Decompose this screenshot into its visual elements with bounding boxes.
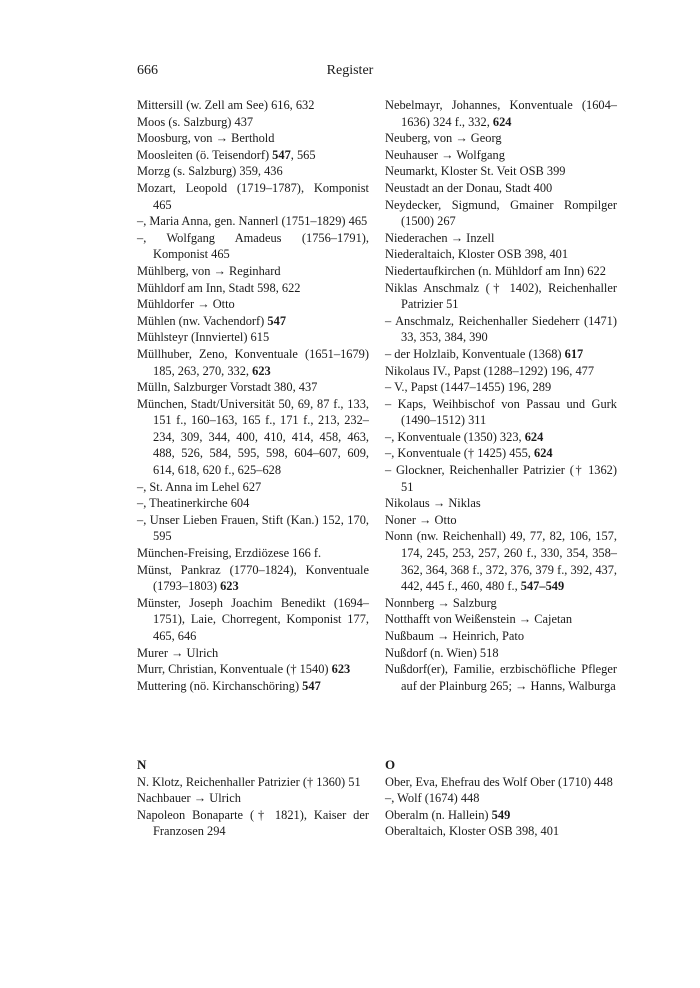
index-entry: –, St. Anna im Lehel 627 [137, 479, 262, 494]
index-entry: Nonn (nw. Reichenhall) 49, 77, 82, 106, 157, 174, 245, 253, 257, 260 f., 330, 354, 358–362, 364, 368 f., 372, 376, 379 f., 392, 437, 442, 445 f., 460, 480 f., 547–549 [385, 529, 617, 594]
index-entry: Moosburg, von → Berthold [137, 131, 275, 146]
index-entry: –, Wolfgang Amadeus (1756–1791), Komponist 465 [137, 230, 369, 262]
index-entry: Murr, Christian, Konventuale († 1540) 623 [137, 662, 351, 677]
index-column-left [137, 97, 369, 694]
index-entry: München, Stadt/Universität 50, 69, 87 f., 133, 151 f., 160–163, 165 f., 171 f., 213, 232–234, 309, 344, 400, 410, 414, 458, 463, 488, 526, 584, 595, 598, 604–607, 609, 614, 618, 620 f., 625–628 [137, 396, 369, 478]
index-entry: Moos (s. Salzburg) 437 [137, 114, 254, 129]
index-entry: – Kaps, Weihbischof von Passau und Gurk (1490–1512) 311 [385, 396, 617, 428]
index-entry: –, Unser Lieben Frauen, Stift (Kan.) 152, 170, 595 [137, 512, 369, 544]
index-entry: Mühldorfer → Otto [137, 297, 235, 312]
section-letter-o: O [385, 757, 396, 772]
index-entry: –, Theatinerkirche 604 [137, 496, 250, 511]
index-entry: Nebelmayr, Johannes, Konventuale (1604–1636) 324 f., 332, 624 [385, 98, 617, 129]
section-o [385, 757, 617, 840]
index-entry: Münst, Pankraz (1770–1824), Konventuale (1793–1803) 623 [137, 562, 369, 594]
section-n [137, 757, 369, 840]
index-entry: Nikolaus IV., Papst (1288–1292) 196, 477 [385, 363, 595, 378]
index-entry: Münster, Joseph Joachim Benedikt (1694–1751), Laie, Chorregent, Komponist 177, 465, 646 [137, 595, 369, 643]
index-entry: –, Wolf (1674) 448 [385, 791, 480, 806]
index-entry: Murer → Ulrich [137, 645, 219, 660]
index-entry: Mühlberg, von → Reginhard [137, 263, 281, 278]
index-entry: Notthafft von Weißenstein → Cajetan [385, 612, 573, 627]
index-entry: Nußbaum → Heinrich, Pato [385, 629, 525, 643]
index-entry: Muttering (nö. Kirchanschöring) 547 [137, 678, 321, 693]
index-entry: Nußdorf (n. Wien) 518 [385, 645, 499, 660]
index-entry: Niedertaufkirchen (n. Mühldorf am Inn) 622 [385, 263, 606, 278]
index-entry: Mühldorf am Inn, Stadt 598, 622 [137, 280, 301, 295]
index-entry: – der Holzlaib, Konventuale (1368) 617 [385, 346, 584, 361]
page-number: 666 [137, 63, 158, 78]
index-entry: Nikolaus → Niklas [385, 496, 481, 511]
index-entry: –, Konventuale (1350) 323, 624 [385, 429, 544, 444]
index-entry: Neuberg, von → Georg [385, 131, 502, 146]
index-entry: Morzg (s. Salzburg) 359, 436 [137, 164, 283, 179]
index-entry: – Anschmalz, Reichenhaller Siedeherr (1471) 33, 353, 384, 390 [385, 313, 617, 345]
index-entry: Neustadt an der Donau, Stadt 400 [385, 180, 553, 195]
index-entry: Nonnberg → Salzburg [385, 595, 497, 610]
index-entry: Mühlsteyr (Innviertel) 615 [137, 330, 270, 345]
index-entry: Müllhuber, Zeno, Konventuale (1651–1679) 185, 263, 270, 332, 623 [137, 346, 369, 378]
index-entry: Nußdorf(er), Familie, erzbischöfliche Pfleger auf der Plainburg 265; → Hanns, Walburga [385, 662, 617, 693]
index-entry: Niederachen → Inzell [385, 230, 495, 245]
index-entry: Neydecker, Sigmund, Gmainer Rompilger (1500) 267 [385, 197, 617, 229]
index-entry: Mittersill (w. Zell am See) 616, 632 [137, 98, 315, 112]
index-entry: – V., Papst (1447–1455) 196, 289 [385, 380, 552, 395]
index-column-right [385, 97, 617, 694]
index-entry: –, Maria Anna, gen. Nannerl (1751–1829) 465 [137, 214, 368, 229]
index-entry: Nachbauer → Ulrich [137, 791, 241, 806]
index-entry: Oberaltaich, Kloster OSB 398, 401 [385, 824, 560, 839]
index-entry: N. Klotz, Reichenhaller Patrizier († 1360) 51 [137, 774, 361, 789]
index-entry: Neuhauser → Wolfgang [385, 147, 505, 162]
index-entry: Mozart, Leopold (1719–1787), Komponist 465 [137, 180, 369, 212]
index-entry: Oberalm (n. Hallein) 549 [385, 807, 511, 822]
section-letter-n: N [137, 757, 147, 772]
index-entry: Moosleiten (ö. Teisendorf) 547, 565 [137, 147, 316, 162]
index-entry: Ober, Eva, Ehefrau des Wolf Ober (1710) 448 [385, 774, 613, 789]
index-entry: München-Freising, Erzdiözese 166 f. [137, 546, 322, 561]
index-entry: Mühlen (nw. Vachendorf) 547 [137, 313, 287, 328]
running-head: Register [326, 63, 374, 78]
index-entry: – Glockner, Reichenhaller Patrizier († 1362) 51 [385, 463, 617, 494]
index-entry: –, Konventuale († 1425) 455, 624 [385, 446, 553, 461]
index-entry: Niederaltaich, Kloster OSB 398, 401 [385, 247, 569, 262]
index-entry: Napoleon Bonaparte († 1821), Kaiser der Franzosen 294 [137, 807, 369, 839]
index-entry: Niklas Anschmalz († 1402), Reichenhaller Patrizier 51 [385, 280, 617, 312]
index-entry: Neumarkt, Kloster St. Veit OSB 399 [385, 164, 566, 179]
index-entry: Noner → Otto [385, 512, 457, 527]
index-entry: Mülln, Salzburger Vorstadt 380, 437 [137, 380, 318, 395]
